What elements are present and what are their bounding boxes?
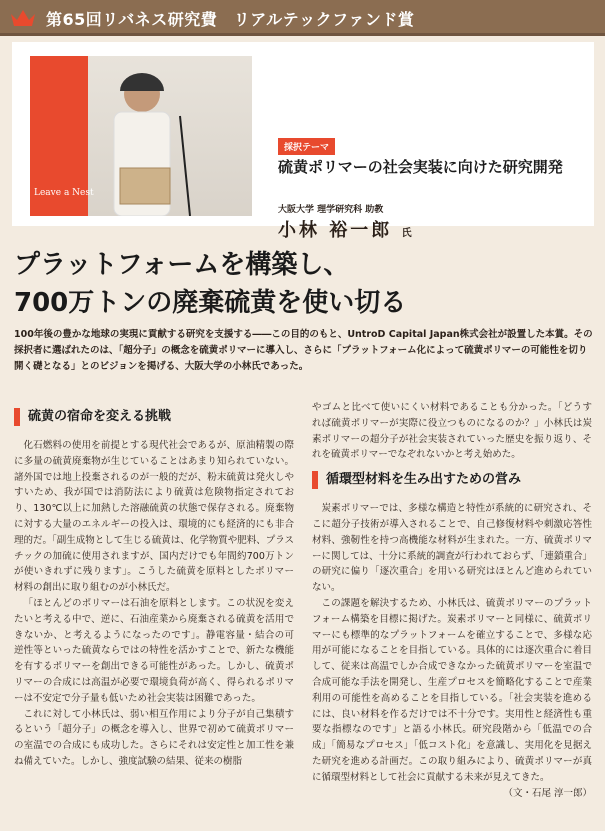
photo-caption: Leave a Nest <box>34 188 94 198</box>
profile-card <box>12 42 594 241</box>
author-credit: （文・石尾 淳一郎） <box>503 787 592 799</box>
section-heading-1: 硫黄の宿命を変える挑戦 <box>14 406 294 428</box>
paragraph: これに対して小林氏は、弱い相互作用により分子が自己集積するという「超分子」の概念を導入し、世界で初めて硫黄ポリマーの室温での合成にも成功した。さらにそれは安定性と加工性を兼ね備えていた。しかし、強度試験の結果、従来の樹脂 <box>14 708 294 767</box>
column-left <box>14 400 294 770</box>
lead-paragraph: 100年後の豊かな地球の実現に貢献する研究を支援する――この目的のもと、UntroD Capital Japan株式会社が設置した本賞。その採択者に選ばれたのは、「超分子」の概念を硫黄ポリマーに導入し、さらに「プラットフォーム化によって硫黄ポリマーの可能性を切り開く礎となる」とのビジョンを掲げる、大阪大学の小林氏であった。 <box>14 329 593 372</box>
headline <box>14 246 406 322</box>
headline-line-1: プラットフォームを構築し、 <box>14 250 350 280</box>
crown-icon <box>10 8 36 28</box>
award-banner <box>0 0 605 36</box>
paragraph: 化石燃料の使用を前提とする現代社会であるが、原油精製の際に多量の硫黄廃棄物が生じていることはあまり知られていない。諸外国では地上投棄されるのが一般的だが、粉末硫黄は発火しやすいため、我が国では消防法により硫黄は危険物指定されており、130℃以上に加熱した溶融硫黄の状態で保存される。廃棄物に対する大量のエネルギーの投入は、環境的にも経済的にも非合理的だ。「副生成物として生じる硫黄は、化学物質や肥料、プラスチックの加硫に使用されますが、国内だけでも年間約700万トンが使いきれずに残ります」。こうした硫黄を原料としたポリマー材料の創出に取り組むのが小林氏だ。 <box>14 440 294 594</box>
paragraph: 「ほとんどのポリマーは石油を原料とします。この状況を変えたいと考える中で、逆に、石油産業から廃棄される硫黄を活用できないか、と考えるようになったのです」。静電容量・結合の可逆性等といった硫黄ならではの特性を活かすことで、新たな機能を有するポリマーを創出できる可能性があった。しかし、硫黄ポリマーの合成には高温が必要で環境負荷が高く、得られるポリマーは不安定で分子量も低いため社会実装は困難であった。 <box>14 597 294 704</box>
headline-line-2: 700万トンの廃棄硫黄を使い切る <box>14 288 407 318</box>
paragraph: この課題を解決するため、小林氏は、硫黄ポリマーのプラットフォーム構築を目標に掲げた。炭素ポリマーと同様に、硫黄ポリマーにも標準的なプラットフォームを確立することで、多様な応用が可能になることを目指している。具体的には逐次重合に着目して、従来は高温でしか合成できなかった硫黄ポリマーを室温で合成可能な手法を開発し、生産プロセスを簡略化することで産業利用の可能性を高めることを目指している。「社会実装を進めるには、良い材料を作るだけでは不十分です。実用性と経済性も重要な指標なのです」と語る小林氏。研究段階から「低温での合成」「簡易なプロセス」「低コスト化」を意識し、実用化を見据えた研究を進める計画だ。この取り組みにより、硫黄ポリマーが真に循環型材料として社会に貢献する未来が見えてきた。 （文・石尾 淳一郎） <box>312 596 592 786</box>
paragraph: 炭素ポリマーでは、多様な構造と特性が系統的に研究され、そこに超分子技術が導入されることで、自己修復材料や刺激応答性材料、強靭性を持つ高機能な材料が生まれた。一方、硫黄ポリマーに関しては、十分に系統的調査が行われておらず、「連鎖重合」の研究に偏り「逐次重合」を用いる研究はほとんど進められていない。 <box>312 503 592 594</box>
researcher-name: 小林 裕一郎 氏 <box>278 220 412 241</box>
affiliation: 大阪大学 理学研究科 助教 <box>278 205 384 215</box>
banner-title: 第65回リバネス研究費 リアルテックファンド賞 <box>46 10 415 29</box>
column-right <box>312 400 592 801</box>
theme-tag: 採択テーマ <box>278 138 335 155</box>
section-heading-2: 循環型材料を生み出すための営み <box>312 469 592 491</box>
research-theme: 硫黄ポリマーの社会実装に向けた研究開発 <box>278 158 563 176</box>
paragraph: やゴムと比べて使いにくい材料であることも分かった。「どうすれば硫黄ポリマーが実際に役立つものになるのか？」小林氏は炭素ポリマーの超分子が社会実装されていった歴史を振り返り、それを硫黄ポリマーでなぞれないかと考え始めた。 <box>312 402 592 461</box>
researcher-photo <box>30 56 252 216</box>
